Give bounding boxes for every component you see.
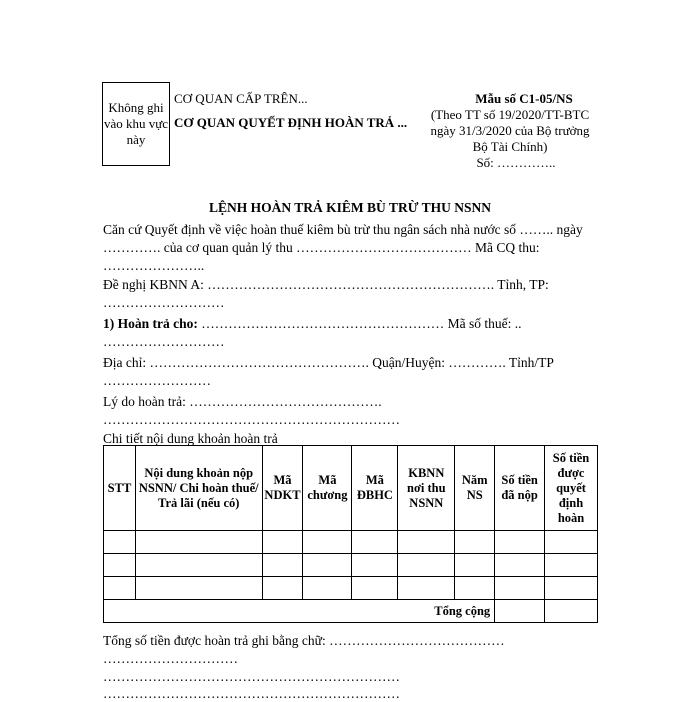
address-line-2: …………………… — [103, 373, 211, 388]
reserved-box-line1: Không ghi — [108, 100, 164, 115]
col-header-amount-paid: Số tiền đã nộp — [495, 446, 545, 531]
address-line-1: Địa chỉ: …………………………………………. Quận/Huyện: …………. Tỉnh/TP — [103, 355, 554, 370]
document-title: LỆNH HOÀN TRẢ KIÊM BÙ TRỪ THU NSNN — [209, 200, 491, 215]
table-row — [104, 554, 598, 577]
table-cell[interactable] — [104, 531, 136, 554]
table-cell[interactable] — [262, 531, 303, 554]
table-cell[interactable] — [303, 554, 352, 577]
table-cell[interactable] — [455, 554, 495, 577]
table-cell[interactable] — [262, 577, 303, 600]
refund-detail-table — [103, 445, 598, 623]
table-cell[interactable] — [135, 554, 262, 577]
form-number: Số: ………….. — [476, 155, 556, 170]
col-header-stt: STT — [104, 446, 136, 531]
table-cell[interactable] — [398, 554, 455, 577]
refund-to-label: 1) Hoàn trả cho: — [103, 316, 198, 331]
table-cell[interactable] — [398, 531, 455, 554]
col-header-amount-refund: Số tiền được quyết định hoàn — [545, 446, 598, 531]
table-cell[interactable] — [545, 577, 598, 600]
table-cell[interactable] — [135, 577, 262, 600]
col-header-ndkt: Mã NDKT — [262, 446, 303, 531]
col-header-kbnn: KBNN nơi thu NSNN — [398, 446, 455, 531]
total-amount-refund-cell[interactable] — [545, 600, 598, 623]
basis-line-3: ………………….. — [103, 258, 205, 273]
total-label: Tổng cộng — [104, 600, 495, 623]
table-cell[interactable] — [495, 531, 545, 554]
col-header-content: Nội dung khoản nộp NSNN/ Chi hoàn thuế/ Trả lãi (nếu có) — [135, 446, 262, 531]
table-cell[interactable] — [352, 554, 398, 577]
table-cell[interactable] — [352, 577, 398, 600]
refund-to-line — [103, 316, 522, 332]
table-cell[interactable] — [303, 531, 352, 554]
refund-to-line-2: ……………………… — [103, 334, 225, 349]
total-in-words-line-2: ………………………… — [103, 651, 238, 666]
detail-heading: Chi tiết nội dung khoản hoàn trả — [103, 431, 278, 446]
basis-line-1: Căn cứ Quyết định về việc hoàn thuế kiêm bù trừ thu ngân sách nhà nước số …….. ngày — [103, 222, 583, 237]
table-cell[interactable] — [135, 531, 262, 554]
form-code: Mẫu số C1-05/NS — [475, 91, 573, 106]
table-cell[interactable] — [352, 531, 398, 554]
table-total-row — [104, 600, 598, 623]
table-cell[interactable] — [455, 577, 495, 600]
reason-line-2: ………………………………………………………… — [103, 412, 400, 427]
total-amount-paid-cell[interactable] — [495, 600, 545, 623]
form-ref-line3: Bộ Tài Chính) — [472, 139, 548, 154]
agency-parent: CƠ QUAN CẤP TRÊN... — [174, 91, 308, 106]
table-cell[interactable] — [262, 554, 303, 577]
kbnn-line-2: ……………………… — [103, 295, 225, 310]
table-cell[interactable] — [104, 554, 136, 577]
reason-line-1: Lý do hoàn trả: ……………………………………. — [103, 394, 382, 409]
form-ref-line2: ngày 31/3/2020 của Bộ trưởng — [430, 123, 590, 138]
table-cell[interactable] — [495, 577, 545, 600]
col-header-dbhc: Mã ĐBHC — [352, 446, 398, 531]
agency-decision: CƠ QUAN QUYẾT ĐỊNH HOÀN TRẢ ... — [174, 115, 408, 130]
form-ref-line1: (Theo TT số 19/2020/TT-BTC — [430, 107, 590, 122]
table-header-row — [104, 446, 598, 531]
kbnn-line-1: Đề nghị KBNN A: ………………………………………………………. Tỉnh, TP: — [103, 277, 549, 292]
table-row — [104, 531, 598, 554]
table-cell[interactable] — [455, 531, 495, 554]
total-in-words-line-4: ………………………………………………………… — [103, 686, 400, 701]
reserved-box-line3: này — [126, 132, 146, 147]
table-cell[interactable] — [303, 577, 352, 600]
basis-line-2: …………. của cơ quan quản lý thu ………………………………… Mã CQ thu: — [103, 240, 540, 255]
col-header-chapter: Mã chương — [303, 446, 352, 531]
table-cell[interactable] — [104, 577, 136, 600]
table-cell[interactable] — [398, 577, 455, 600]
reserved-box — [102, 82, 170, 166]
total-in-words-line-1: Tổng số tiền được hoàn trả ghi bằng chữ: ………………………………… — [103, 633, 505, 648]
table-cell[interactable] — [495, 554, 545, 577]
col-header-budget-year: Năm NS — [455, 446, 495, 531]
refund-to-rest: ……………………………………………… Mã số thuế: .. — [197, 316, 522, 331]
table-row — [104, 577, 598, 600]
table-cell[interactable] — [545, 531, 598, 554]
table-cell[interactable] — [545, 554, 598, 577]
total-in-words-line-3: ………………………………………………………… — [103, 669, 400, 684]
reserved-box-line2: vào khu vực — [103, 116, 169, 131]
